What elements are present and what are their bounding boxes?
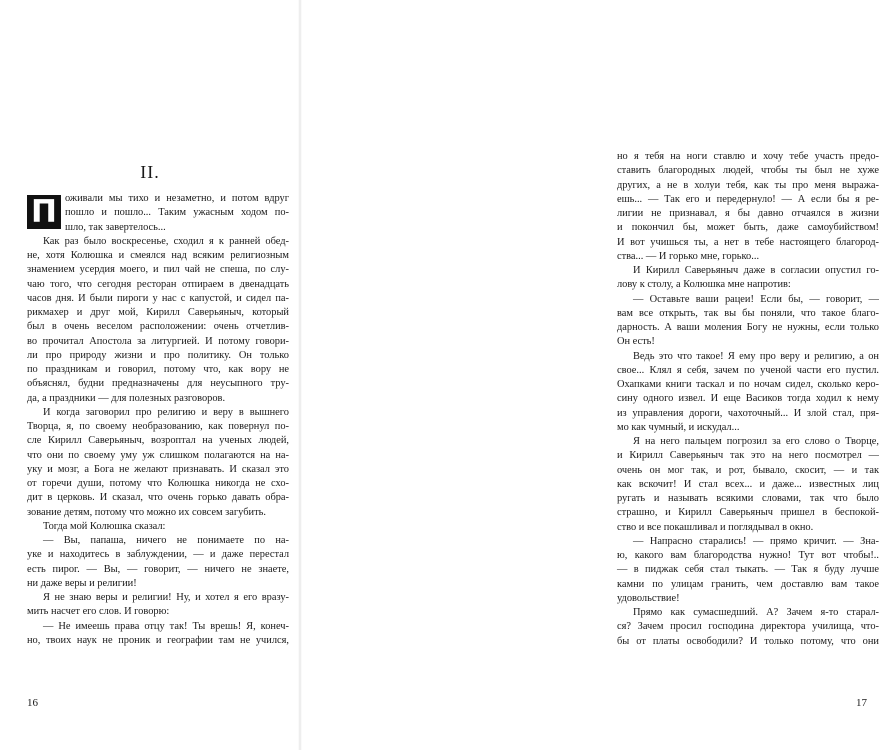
- right-page: [300, 0, 879, 750]
- text-line: Охапками книги таскал и по ночам сидел, сколько керо-: [617, 379, 879, 390]
- text-line: оживали мы тихо и незаметно, и потом вдруг: [65, 193, 289, 204]
- text-line: уке и находитесь в заблуждении, — и даже перестал: [27, 549, 289, 561]
- text-line: — в пиджак себя стал тыкать. — Так я буду лучше: [617, 564, 879, 576]
- text-line: шло, так завертелось...: [65, 221, 166, 233]
- text-line: и Кирилл Саверьяныч так это на него посмотрел —: [617, 450, 879, 462]
- text-line: страшно, и Кирилл Саверьяныч пришел в беспокой-: [617, 507, 879, 519]
- text-line: чаю того, что сегодня ресторан отпираем в двенадцать: [27, 278, 289, 290]
- text-line: лову к столу, а Колюшка мне напротив:: [617, 279, 791, 291]
- text-line: что они по своему уму уж слишком полагаются на на-: [27, 449, 289, 461]
- text-line: Он есть!: [617, 336, 655, 348]
- text-line: дарность. А ваши моления Богу не нужны, если только: [617, 322, 879, 333]
- text-line: ругать и называть всякими словами, так что было: [617, 493, 879, 504]
- text-line: сину одного извел. И еще Васиков тогда ходил к нему: [617, 393, 879, 405]
- text-line: часов дня. И были пироги у нас с капустой, и сидел па-: [27, 292, 289, 304]
- page-number-right: 17: [856, 697, 867, 709]
- text-line: от горечи души, потому что Колюшка никогда не схо-: [27, 478, 289, 489]
- text-line: мить насчет его слов. И говорю:: [27, 606, 170, 618]
- text-line: Как раз было воскресенье, сходил я к ранней обед-: [43, 235, 289, 247]
- text-line: — Оставьте ваши рацеи! Если бы, — говорит, —: [633, 293, 879, 305]
- text-line: И когда заговорил про религию и веру в вышнего: [43, 406, 289, 418]
- text-line: Я не знаю веры и религии! Ну, и хотел я его вразу-: [43, 592, 289, 603]
- text-line: — Напрасно старались! — прямо кричит. — Зна-: [633, 535, 879, 547]
- text-line: — Не имеешь права отцу так! Ты врешь! Я, конеч-: [43, 620, 289, 632]
- text-line: очень он мог так, и рот, бывало, скосит, — и так: [617, 464, 879, 476]
- text-line: вам все открыть, так вы бы поняли, что такое благо-: [617, 307, 879, 319]
- text-line: Прямо как сумасшедший. А? Зачем я-то старал-: [633, 607, 879, 618]
- text-line: но, твоих наук не проник и географии там не учился,: [27, 634, 289, 646]
- text-line: других, а не в холуи тебя, как ты про меня выража-: [617, 179, 879, 191]
- page-number-left: 16: [27, 697, 38, 709]
- text-line: есть пирог. — Вы, — говорит, — ничего не знаете,: [27, 563, 289, 575]
- text-line: уку и мозг, а Бога не желают признавать. И сказал это: [27, 463, 289, 475]
- text-line: не, хотя Колюшка и смеялся над всяким религиозным: [27, 250, 289, 261]
- text-line: ешь... — Так его и передернуло! — А если бы я ре-: [617, 193, 879, 205]
- text-line: как вскочит! И стал всех... и даже... известных лиц: [617, 478, 879, 490]
- text-line: во прочитал Апостола за литургией. И потому говори-: [27, 335, 289, 347]
- text-line: объяснял, будни предназначены для неусыпного тру-: [27, 378, 289, 390]
- text-line: ства... — И горько мне, горько...: [617, 250, 760, 262]
- text-line: был в очень веселом расположении: очень отчетлив-: [27, 321, 289, 333]
- text-line: ли про природу жизни и про политику. Он только: [27, 349, 289, 361]
- text-line: свое... Клял я себя, зачем по ученой части его пустил.: [617, 364, 879, 376]
- text-line: — Вы, папаша, ничего не понимаете по на-: [43, 535, 289, 546]
- text-line: знамением усердия моего, и пил чай не спеша, по слу-: [27, 264, 289, 276]
- text-line: удовольствие!: [617, 592, 680, 604]
- text-line: Ведь это что такое! Я ему про веру и религию, а он: [633, 350, 879, 362]
- chapter-heading: II.: [140, 162, 160, 182]
- text-line: ю, какого вам благородства нужно! Тут вот чтобы!..: [617, 550, 879, 561]
- left-page-text: [27, 192, 289, 648]
- drop-cap: П: [27, 195, 61, 229]
- text-line: И Кирилл Саверьяныч даже в согласии опустил го-: [633, 265, 879, 276]
- text-line: И вот учишься ты, а нет в тебе настоящего благород-: [617, 236, 879, 248]
- text-line: ставить благородных людей, чтобы ты был не хуже: [617, 165, 879, 177]
- text-line: сле Кирилл Саверьяныч, возроптал на ученых людей,: [27, 435, 289, 447]
- text-line: дит в церковь. И сказал, что очень горько давать обра-: [27, 492, 289, 504]
- text-line: Я на него пальцем погрозил за его слово о Творце,: [633, 436, 879, 447]
- text-line: рикмахер и друг мой, Кирилл Саверьяныч, который: [27, 307, 289, 318]
- right-page-text: [617, 150, 879, 649]
- text-line: Творца, я, по своему необразованию, как повернул по-: [27, 421, 289, 432]
- text-line: лигии не признавал, я бы давно отчаялся в жизни: [617, 208, 879, 219]
- text-line: Тогда мой Колюшка сказал:: [43, 520, 166, 532]
- left-page: [0, 0, 300, 750]
- text-line: ство и все покашливал и поглядывал в окно.: [617, 521, 814, 533]
- text-line: из управления дороги, чахоточный... И злой стал, пря-: [617, 407, 879, 419]
- text-line: мо как чумный, и искудал...: [617, 421, 740, 433]
- text-line: и покончил бы, может быть, даже самоубийством!: [617, 222, 879, 234]
- text-line: зование детям, потому что можно их совсем загубить.: [27, 506, 266, 518]
- text-line: пошло и пошло... Таким ужасным ходом по-: [65, 207, 289, 219]
- text-line: по праздникам и говорил, потому что, как вору не: [27, 364, 289, 375]
- text-line: бы от платы освободили? И только потому, что они: [617, 635, 879, 647]
- text-line: камни по улицам гранить, чем доставлю вам такое: [617, 578, 879, 590]
- text-line: да, а праздники — для полезных разговоров.: [27, 392, 226, 404]
- text-line: но я тебя на ноги ставлю и хочу тебе участь предо-: [617, 151, 879, 162]
- text-line: ся? Зачем просил господина директора училища, что-: [617, 621, 879, 633]
- text-line: ни даже веры и религии!: [27, 577, 137, 589]
